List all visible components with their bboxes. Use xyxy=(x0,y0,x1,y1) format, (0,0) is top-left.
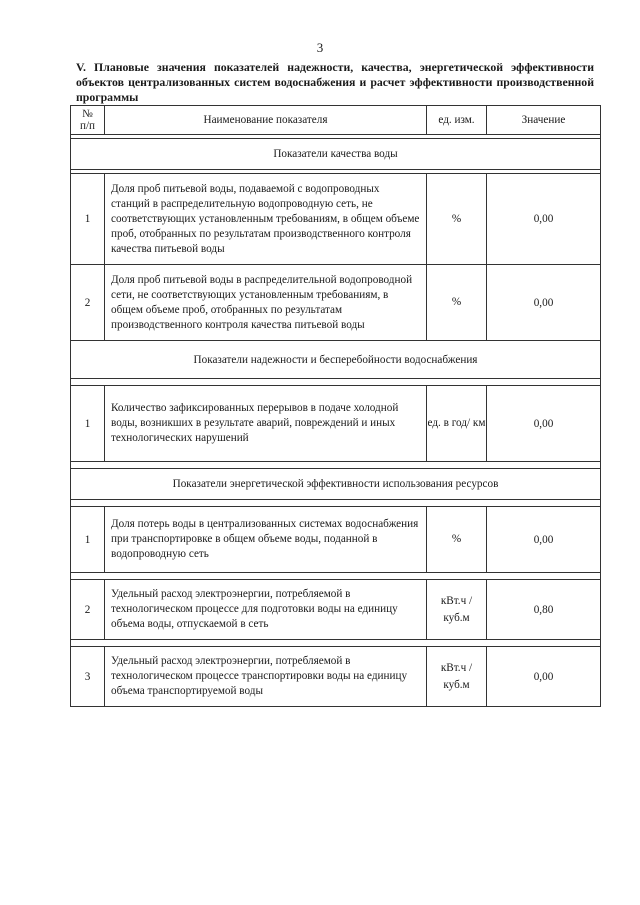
row-number: 1 xyxy=(71,386,105,462)
spacer-row xyxy=(71,462,601,469)
row-value: 0,00 xyxy=(487,647,601,707)
header-name: Наименование показателя xyxy=(105,106,427,135)
row-number: 3 xyxy=(71,647,105,707)
table-row xyxy=(71,647,601,707)
header-value: Значение xyxy=(487,106,601,135)
spacer-row xyxy=(71,573,601,580)
spacer-row xyxy=(71,640,601,647)
section-title-row xyxy=(71,341,601,379)
row-value: 0,00 xyxy=(487,265,601,341)
table-row xyxy=(71,507,601,573)
header-number-line2: п/п xyxy=(79,120,96,132)
row-name: Доля потерь воды в централизованных системах водоснабжения при транспортировке в общем объеме воды, поданной в водопроводную сеть xyxy=(105,507,427,573)
section-title: Показатели качества воды xyxy=(71,139,601,170)
spacer-row xyxy=(71,379,601,386)
section-heading: V. Плановые значения показателей надежности, качества, энергетической эффективности объектов централизованных систем водоснабжения и расчет эффективности производственной программы xyxy=(76,60,594,104)
table-row xyxy=(71,386,601,462)
row-unit: кВт.ч / куб.м xyxy=(427,647,487,707)
table-row xyxy=(71,580,601,640)
page-number: 3 xyxy=(316,40,324,55)
row-name: Количество зафиксированных перерывов в подаче холодной воды, возникших в результате аварий, повреждений и иных технологических нарушений xyxy=(105,386,427,462)
row-value: 0,00 xyxy=(487,386,601,462)
row-value: 0,00 xyxy=(487,507,601,573)
header-unit: ед. изм. xyxy=(427,106,487,135)
header-number-line1: № xyxy=(82,108,93,120)
row-value: 0,00 xyxy=(487,174,601,265)
row-name: Удельный расход электроэнергии, потребляемой в технологическом процессе для подготовки воды на единицу объема воды, отпускаемой в сеть xyxy=(105,580,427,640)
row-unit: % xyxy=(427,507,487,573)
row-unit: % xyxy=(427,174,487,265)
row-name: Доля проб питьевой воды в распределительной водопроводной сети, не соответствующих установленным требованиям, в общем объеме проб, отобранных по результатам производственного контроля качества питьевой воды xyxy=(105,265,427,341)
row-unit: % xyxy=(427,265,487,341)
table-header-row xyxy=(71,106,601,135)
row-number: 1 xyxy=(71,507,105,573)
section-title-row xyxy=(71,139,601,170)
table-row xyxy=(71,265,601,341)
indicators-table xyxy=(70,105,601,707)
row-name: Доля проб питьевой воды, подаваемой с водопроводных станций в распределительную водопроводную сеть, не соответствующих установленным требованиям, в общем объеме проб, отобранных по результатам производственного контроля качества питьевой воды xyxy=(105,174,427,265)
section-title: Показатели энергетической эффективности использования ресурсов xyxy=(71,469,601,500)
section-title: Показатели надежности и бесперебойности водоснабжения xyxy=(71,341,601,379)
section-title-row xyxy=(71,469,601,500)
row-unit: ед. в год/ км xyxy=(427,386,487,462)
row-number: 1 xyxy=(71,174,105,265)
row-value: 0,80 xyxy=(487,580,601,640)
row-number: 2 xyxy=(71,265,105,341)
row-unit: кВт.ч / куб.м xyxy=(427,580,487,640)
header-number xyxy=(71,106,105,135)
table-row xyxy=(71,174,601,265)
row-name: Удельный расход электроэнергии, потребляемой в технологическом процессе транспортировки воды на единицу объема транспортируемой воды xyxy=(105,647,427,707)
row-number: 2 xyxy=(71,580,105,640)
spacer-row xyxy=(71,500,601,507)
